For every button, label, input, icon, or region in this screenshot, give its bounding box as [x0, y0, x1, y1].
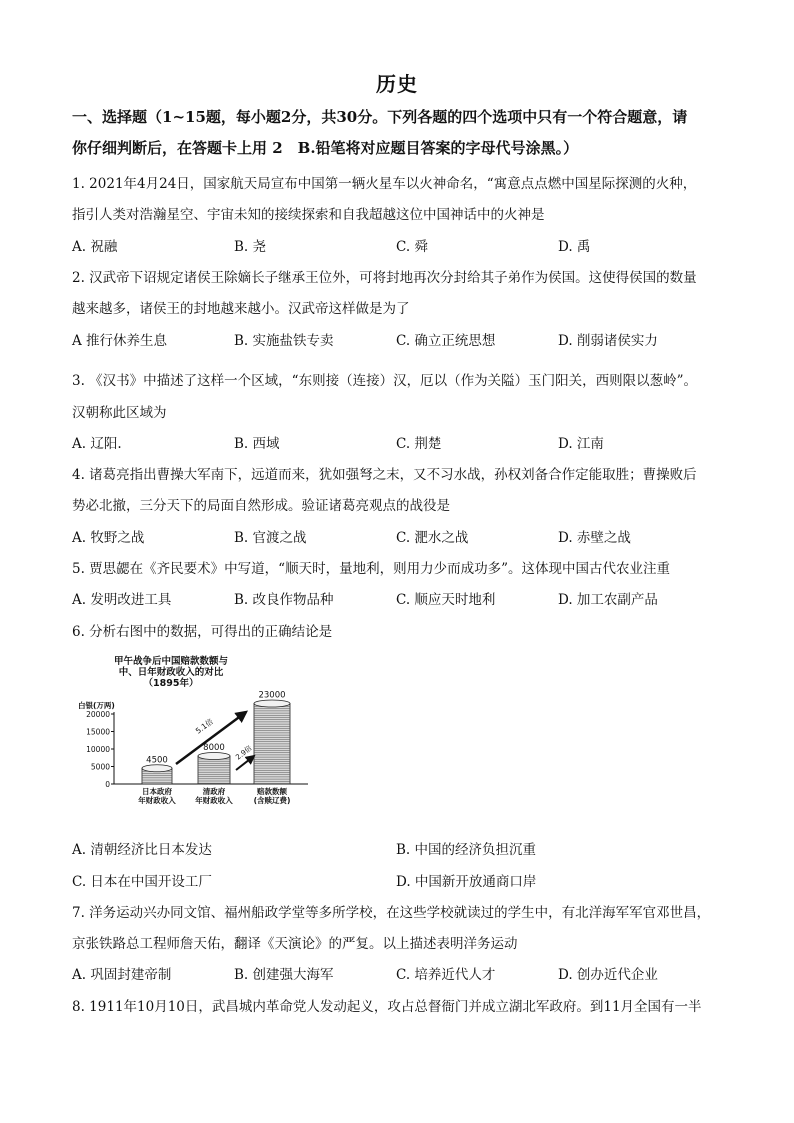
q3-option-d: D. 江南	[558, 436, 604, 452]
q6-stem-line1: 6. 分析右图中的数据，可得出的正确结论是	[72, 624, 333, 640]
y-tick-label: 15000	[86, 727, 110, 737]
category-label: 年财政收入	[138, 796, 176, 805]
y-tick-label: 5000	[90, 762, 110, 772]
q4-option-c: C. 淝水之战	[396, 530, 469, 546]
q2-option-a: A 推行休养生息	[72, 333, 168, 349]
chart-title-line: （1895年）	[143, 678, 199, 689]
bar-2	[198, 753, 230, 785]
q1-option-b: B. 尧	[234, 239, 267, 255]
q5-option-c: C. 顺应天时地利	[396, 592, 496, 608]
q2-stem-line2: 越来越多，诸侯王的封地越来越小。汉武帝这样做是为了	[72, 301, 410, 317]
y-tick-label: 10000	[86, 745, 110, 754]
q3-option-b: B. 西域	[234, 436, 280, 452]
bar-top	[142, 765, 172, 772]
y-tick-label: 0	[105, 780, 110, 789]
q7-stem-line2: 京张铁路总工程师詹天佑，翻译《天演论》的严复。以上描述表明洋务运动	[72, 936, 518, 952]
bar-1	[142, 765, 172, 784]
q3-stem-line1: 3. 《汉书》中描述了这样一个区域，“东则接（连接）汉，厄以（作为关隘）玉门阳关，西则限以葱岭”。	[72, 373, 697, 389]
section-heading-line1: 一、选择题（1~15题，每小题2分，共30分。下列各题的四个选项中只有一个符合题意，请	[72, 108, 688, 126]
q4-stem-line2: 势必北撤，三分天下的局面自然形成。验证诸葛亮观点的战役是	[72, 498, 450, 514]
q5-option-a: A. 发明改进工具	[72, 592, 172, 608]
q8-stem-line1: 8. 1911年10月10日，武昌城内革命党人发动起义，攻占总督衙门并成立湖北军政府。到11月全国有一半	[72, 999, 702, 1015]
category-label: 清政府	[202, 787, 226, 796]
q1-option-a: A. 祝融	[72, 239, 118, 255]
chart-title-line: 中、日年财政收入的对比	[118, 667, 224, 678]
q6-option-b: B. 中国的经济负担沉重	[396, 842, 537, 858]
q7-option-d: D. 创办近代企业	[558, 967, 658, 983]
bar-top	[254, 700, 290, 707]
bar-value-label: 4500	[146, 755, 168, 766]
category-label: (含赎辽费)	[253, 796, 291, 805]
q5-stem-line1: 5. 贾思勰在《齐民要术》中写道，“顺天时，量地利，则用力少而成功多”。这体现中国古代农业注重	[72, 561, 670, 577]
q7-stem-line1: 7. 洋务运动兴办同文馆、福州船政学堂等多所学校，在这些学校就读过的学生中，有北洋海军军官邓世昌，	[72, 905, 711, 921]
q1-stem-line2: 指引人类对浩瀚星空、宇宙未知的接续探索和自我超越这位中国神话中的火神是	[72, 207, 545, 223]
q4-option-a: A. 牧野之战	[72, 530, 145, 546]
q2-stem-line1: 2. 汉武帝下诏规定诸侯王除嫡长子继承王位外，可将封地再次分封给其子弟作为侯国。这使得侯国的数量	[72, 270, 697, 286]
bar-value-label: 23000	[258, 690, 286, 701]
q5-option-b: B. 改良作物品种	[234, 592, 334, 608]
annotation-3x: 2.9倍	[234, 744, 254, 762]
q7-option-c: C. 培养近代人才	[396, 967, 496, 983]
q6-option-c: C. 日本在中国开设工厂	[72, 874, 212, 890]
bar-3	[254, 700, 290, 784]
category-label: 年财政收入	[195, 796, 233, 805]
q3-stem-line2: 汉朝称此区域为	[72, 405, 167, 421]
y-axis-label: 白银(万两)	[78, 701, 115, 710]
category-label: 赔款数额	[257, 787, 287, 796]
annotation-5x: 5.1倍	[193, 716, 215, 736]
bar-value-label: 8000	[203, 743, 225, 753]
q4-stem-line1: 4. 诸葛亮指出曹操大军南下，远道而来，犹如强弩之末，又不习水战，孙权刘备合作定能取胜；曹操败后	[72, 467, 697, 483]
indemnity-chart	[76, 652, 316, 828]
page-title: 历史	[376, 72, 418, 96]
chart-bars	[142, 700, 290, 784]
section-heading-line2: 你仔细判断后，在答题卡上用 2 B.铅笔将对应题目答案的字母代号涂黑。）	[72, 139, 579, 157]
q7-option-a: A. 巩固封建帝制	[72, 967, 172, 983]
q2-option-c: C. 确立正统思想	[396, 333, 496, 349]
y-tick-label: 20000	[86, 710, 110, 719]
q6-option-a: A. 清朝经济比日本发达	[72, 842, 212, 858]
q4-option-d: D. 赤壁之战	[558, 530, 631, 546]
q7-option-b: B. 创建强大海军	[234, 967, 334, 983]
q3-option-a: A. 辽阳.	[72, 436, 122, 452]
q6-option-d: D. 中国新开放通商口岸	[396, 874, 537, 890]
q1-option-d: D. 禹	[558, 239, 591, 255]
q2-option-d: D. 削弱诸侯实力	[558, 333, 658, 349]
bar-top	[198, 753, 230, 760]
category-label: 日本政府	[142, 787, 172, 796]
chart-title	[114, 655, 229, 689]
q1-option-c: C. 舜	[396, 239, 428, 255]
q1-stem-line1: 1. 2021年4月24日，国家航天局宣布中国第一辆火星车以火神命名，“寓意点点燃中国星际探测的火种，	[72, 176, 697, 192]
chart-title-line: 甲午战争后中国赔款数额与	[113, 656, 229, 667]
q4-option-b: B. 官渡之战	[234, 530, 307, 546]
q5-option-d: D. 加工农副产品	[558, 592, 658, 608]
q2-option-b: B. 实施盐铁专卖	[234, 333, 334, 349]
q3-option-c: C. 荆楚	[396, 436, 442, 452]
